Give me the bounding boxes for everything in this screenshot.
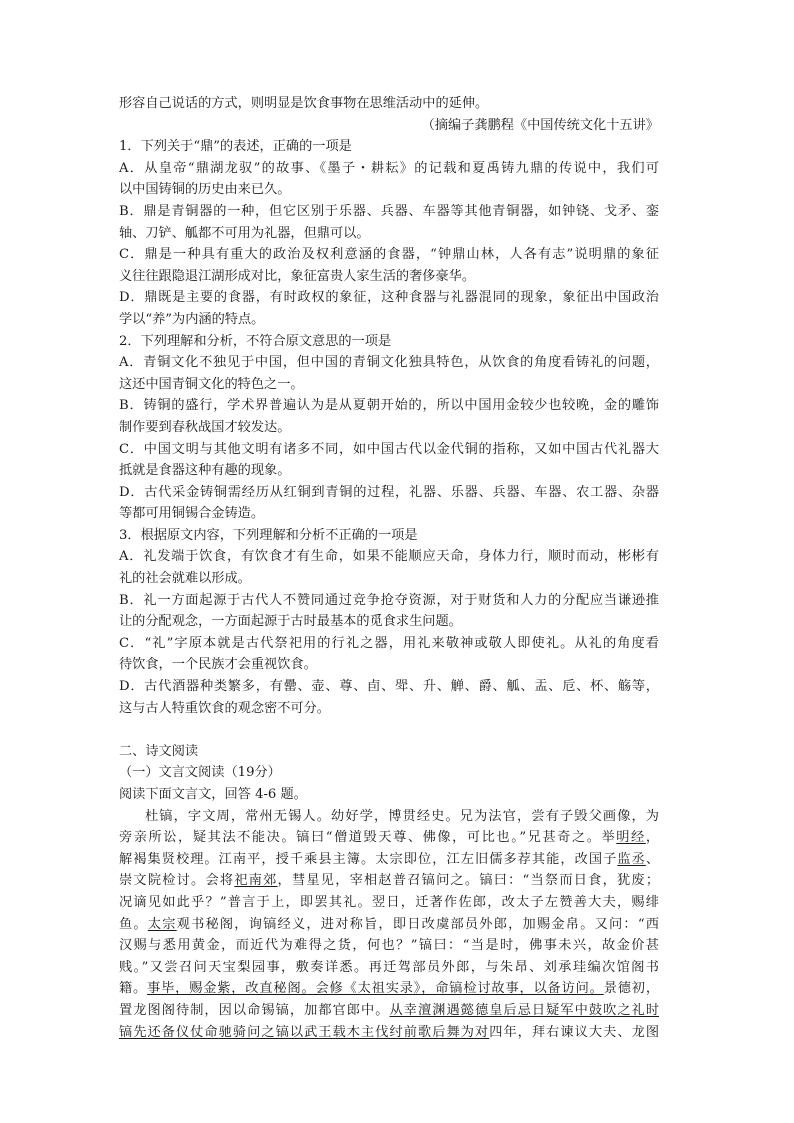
underlined-sentence: 从幸澶渊遇懿德皇后忌日疑军中鼓吹之礼时: [389, 1002, 659, 1018]
q3-option-a-line1: A．礼发端于饮食，有饮食才有生命，如果不能顺应天命，身体力行，顺时而动，彬彬有: [119, 549, 659, 565]
q1-option-d-line2: 学以“养”为内涵的特点。: [119, 311, 265, 327]
q1-option-c-line2: 义往往跟隐退江湖形成对比，象征富贵人家生活的奢侈豪华。: [119, 268, 476, 284]
q2-option-d-line1: D．古代采金铸铜需经历从红铜到青铜的过程，礼器、乐器、兵器、车器、农工器、杂器: [119, 484, 659, 500]
q3-option-d-line2: 这与古人特重饮食的观念密不可分。: [119, 700, 330, 716]
q2-stem: 2．下列理解和分析，不符合原文意思的一项是: [119, 333, 392, 349]
section-subtitle: （一）文言文阅读（19分）: [119, 765, 281, 781]
section-title: 二、诗文阅读: [119, 743, 199, 759]
passage-line: 鱼。太宗观书秘阁，询镐经义，进对称旨，即日改虞部员外郎，加赐金帛。又问：“西: [119, 916, 659, 932]
underlined-term: 祀南郊: [234, 873, 278, 889]
passage-line: 置龙图阁待制，因以命锡镐，加都官郎中。从幸澶渊遇懿德皇后忌日疑军中鼓吹之礼时: [119, 1002, 659, 1018]
passage-line: 旁亲所讼，疑其法不能决。镐曰“僧道毁天尊、佛像，可比也。”兄甚奇之。举明经，: [119, 830, 659, 846]
q2-option-a-line2: 这还中国青铜文化的特色之一。: [119, 376, 304, 392]
q1-stem: 1．下列关于“鼎”的表述，正确的一项是: [119, 139, 352, 155]
q3-option-a-line2: 礼的社会就难以形成。: [119, 571, 251, 587]
q2-option-c-line2: 抵就是食器这种有趣的现象。: [119, 463, 291, 479]
q2-option-b-line2: 制作要到春秋战国才较发达。: [119, 419, 291, 435]
underlined-sentence: 事毕，赐金紫，改直秘阁。会修《太祖实录》，命镐检讨故事，以备访问。: [147, 981, 604, 997]
passage-line: 贱。”又尝召问天宝梨园事，敷奏详悉。再迁驾部员外郎，与朱昂、刘承珪编次馆阁书: [119, 959, 659, 975]
q3-option-c-line2: 待饮食，一个民族才会重视饮食。: [119, 657, 317, 673]
passage-line: 杜镐，字文周，常州无锡人。幼好学，博贯经史。兄为法官，尝有子毁父画像，为: [145, 808, 659, 824]
underlined-sentence: 镐先还备仪仗命驰骑问之镐以武王载木主伐纣前歌后舞为对: [119, 1024, 490, 1040]
q2-option-c-line1: C．中国文明与其他文明有诸多不同，如中国古代以金代铜的指称，又如中国古代礼器大: [119, 441, 659, 457]
document-page: [119, 93, 659, 1043]
q2-option-b-line1: B．铸铜的盛行，学术界普遍认为是从夏朝开始的，所以中国用金较少也较晚，金的雕饰: [119, 398, 659, 414]
q1-option-d-line1: D．鼎既是主要的食器，有时政权的象征，这种食器与礼器混同的现象，象征出中国政治: [119, 290, 659, 306]
q1-option-a-line2: 以中国铸铜的历史由来已久。: [119, 182, 291, 198]
q1-option-c-line1: C．鼎是一种具有重大的政治及权利意涵的食器，“钟鼎山林，人各有志”说明鼎的象征: [119, 247, 659, 263]
passage-line: 况谪见如此乎？”普言于上，即罢其礼。翌日，迁著作佐郎，改太子左赞善大夫，赐绯: [119, 894, 659, 910]
passage-line: 籍。事毕，赐金紫，改直秘阁。会修《太祖实录》，命镐检讨故事，以备访问。景德初，: [119, 981, 659, 997]
source-citation: （摘编子龚鹏程《中国传统文化十五讲》: [421, 117, 659, 133]
q1-option-a-line1: A．从皇帝“鼎湖龙驭”的故事、《墨子・耕耘》的记载和夏禹铸九鼎的传说中，我们可: [119, 160, 659, 176]
passage-line: 镐先还备仪仗命驰骑问之镐以武王载木主伐纣前歌后舞为对四年，拜右谏议大夫、龙图: [119, 1024, 659, 1040]
blank-line: [119, 719, 659, 741]
q3-option-d-line1: D．古代酒器种类繁多，有罍、壶、尊、卣、斝、升、觯、爵、觚、盂、卮、杯、觞等，: [119, 679, 659, 695]
underlined-term: 明经: [616, 830, 646, 846]
passage-line: 崇文院检讨。会将祀南郊，彗星见，宰相赵普召镐问之。镐曰：“当祭而日食，犹废；: [119, 873, 659, 889]
q1-option-b-line1: B．鼎是青铜器的一种，但它区别于乐器、兵器、车器等其他青铜器，如钟铙、戈矛、銮: [119, 203, 659, 219]
underlined-term: 太宗: [147, 916, 177, 932]
q3-option-c-line1: C．“礼”字原本就是古代祭祀用的行礼之器，用礼来敬神或敬人即使礼。从礼的角度看: [119, 635, 659, 651]
intro-tail: 形容自己说话的方式，则明显是饮食事物在思维活动中的延伸。: [119, 96, 489, 111]
q3-stem: 3．根据原文内容，下列理解和分析不正确的一项是: [119, 527, 418, 543]
underlined-term: 监丞: [617, 851, 646, 867]
passage-line: 汉赐与悉用黄金，而近代为难得之货，何也？”镐曰：“当是时，佛事未兴，故金价甚: [119, 938, 659, 954]
q2-option-a-line1: A．青铜文化不独见于中国，但中国的青铜文化独具特色，从饮食的角度看铸礼的问题，: [119, 355, 659, 371]
q3-option-b-line1: B．礼一方面起源于古代人不赞同通过竞争抢夺资源，对于财货和人力的分配应当谦逊推: [119, 592, 659, 608]
q2-option-d-line2: 等都可用铜锡合金铸造。: [119, 506, 265, 522]
passage-line: 解褐集贤校理。江南平，授千乘县主簿。太宗即位，江左旧儒多荐其能，改国子监丞、: [119, 851, 659, 867]
q3-option-b-line2: 让的分配观念，一方面起源于古时最基本的觅食求生问题。: [119, 614, 462, 630]
section-instruction: 阅读下面文言文，回答 4-6 题。: [119, 787, 307, 802]
q1-option-b-line2: 轴、刀铲、觚都不可用为礼器，但鼎可以。: [119, 225, 370, 241]
